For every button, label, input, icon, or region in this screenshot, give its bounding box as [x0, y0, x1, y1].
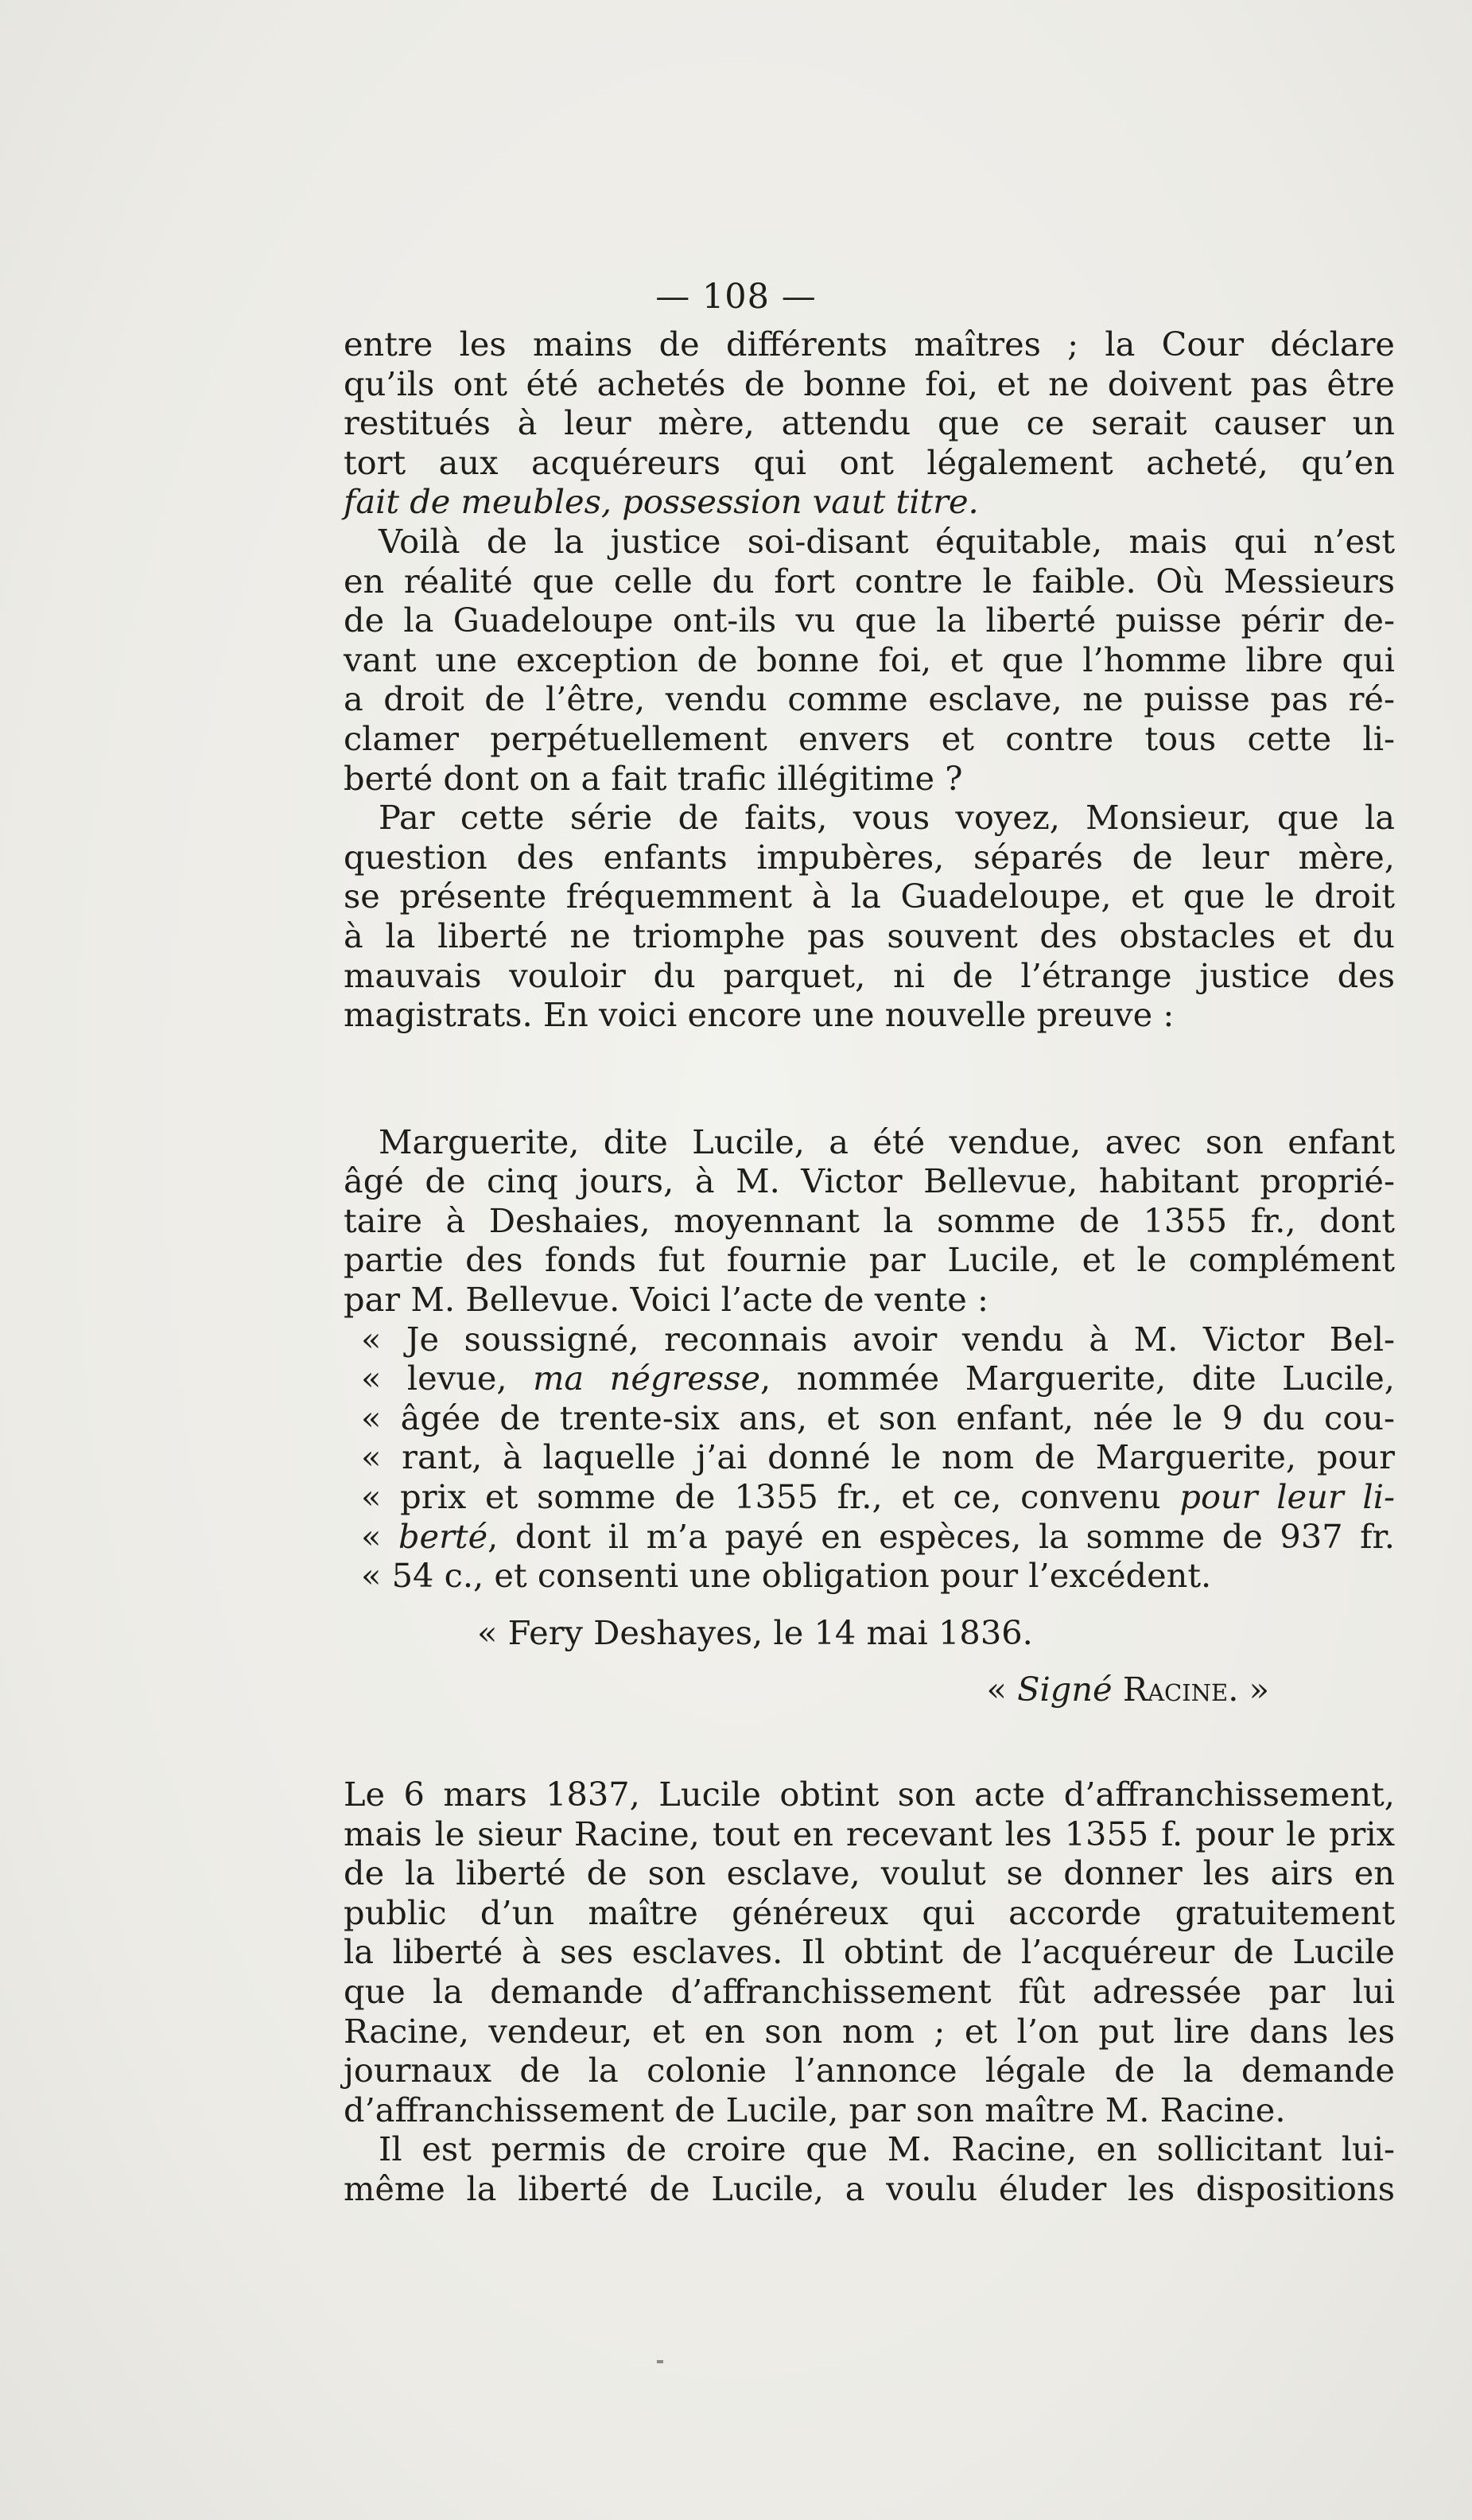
quote-line: « rant, à laquelle j’ai donné le nom de Marguerite, pour [361, 1437, 1395, 1477]
quote-line: « âgée de trente-six ans, et son enfant, née le 9 du cou- [361, 1398, 1395, 1437]
text-line: Racine, vendeur, et en son nom ; et l’on put lire dans les [344, 2011, 1395, 2051]
text-line: mais le sieur Racine, tout en recevant les 1355 f. pour le prix [344, 1814, 1395, 1853]
text-line: journaux de la colonie l’annonce légale de la demande [344, 2051, 1395, 2090]
text-line: par M. Bellevue. Voici l’acte de vente : [344, 1280, 988, 1320]
quote-line-italic: « prix et somme de 1355 fr., et ce, convenu pour leur li- [361, 1477, 1395, 1517]
text-line: partie des fonds fut fournie par Lucile, et le complément [344, 1240, 1395, 1280]
text-line: de la Guadeloupe ont-ils vu que la liberté puisse périr de- [344, 601, 1395, 640]
text-line: mauvais vouloir du parquet, ni de l’étrange justice des [344, 955, 1395, 995]
text-line: Marguerite, dite Lucile, a été vendue, avec son enfant [379, 1122, 1395, 1161]
text-line: âgé de cinq jours, à M. Victor Bellevue, habitant proprié- [344, 1161, 1395, 1201]
text-line: Le 6 mars 1837, Lucile obtint son acte d’affranchissement, [344, 1775, 1395, 1814]
text-line: tort aux acquéreurs qui ont légalement acheté, qu’en [344, 442, 1395, 482]
quote-line: « Je soussigné, reconnais avoir vendu à M. Victor Bel- [361, 1319, 1395, 1359]
text-line: même la liberté de Lucile, a voulu éluder les dispositions [344, 2168, 1395, 2208]
text-line: Il est permis de croire que M. Racine, en sollicitant lui- [379, 2129, 1395, 2169]
page-number: — 108 — [655, 277, 817, 317]
text-line: a droit de l’être, vendu comme esclave, ne puisse pas ré- [344, 679, 1395, 719]
text-line: la liberté à ses esclaves. Il obtint de l’acquéreur de Lucile [344, 1932, 1395, 1972]
text-line: qu’ils ont été achetés de bonne foi, et ne doivent pas être [344, 364, 1395, 403]
spacer [344, 1709, 1395, 1775]
text-line: berté dont on a fait trafic illégitime ? [344, 758, 963, 798]
text-line: que la demande d’affranchissement fût adressée par lui [344, 1971, 1395, 2011]
text-line: vant une exception de bonne foi, et que l’homme libre qui [344, 640, 1395, 679]
text-top [344, 325, 1395, 2209]
signature: « Signé Racine. » [986, 1670, 1269, 1709]
spacer [344, 1035, 1395, 1122]
text-line: de la liberté de son esclave, voulut se donner les airs en [344, 1853, 1395, 1893]
quoted-deed [344, 1320, 1395, 1596]
text-line: clamer perpétuellement envers et contre tous cette li- [344, 718, 1395, 758]
quote-line: « 54 c., et consenti une obligation pour l’excédent. [361, 1556, 1212, 1596]
text-line: entre les mains de différents maîtres ; la Cour déclare [344, 325, 1395, 364]
text-line: Voilà de la justice soi-disant équitable, mais qui n’est [379, 521, 1395, 561]
text-line: magistrats. En voici encore une nouvelle preuve : [344, 995, 1175, 1035]
text-line: à la liberté ne triomphe pas souvent des obstacles et du [344, 916, 1395, 955]
print-speck [657, 2360, 663, 2363]
text-line: d’affranchissement de Lucile, par son maître M. Racine. [344, 2090, 1286, 2129]
quote-line-italic: « berté, dont il m’a payé en espèces, la somme de 937 fr. [361, 1516, 1395, 1556]
quote-line-italic: « levue, ma négresse, nommée Marguerite, dite Lucile, [361, 1359, 1395, 1398]
text-line: en réalité que celle du fort contre le faible. Où Messieurs [344, 561, 1395, 601]
text-line: question des enfants impubères, séparés de leur mère, [344, 837, 1395, 877]
spacer [344, 1596, 1395, 1613]
text-line: public d’un maître généreux qui accorde gratuitement [344, 1892, 1395, 1932]
text-line: taire à Deshaies, moyennant la somme de 1355 fr., dont [344, 1200, 1395, 1240]
text-line: restitués à leur mère, attendu que ce serait causer un [344, 403, 1395, 443]
text-line: Par cette série de faits, vous voyez, Monsieur, que la [379, 798, 1395, 838]
text-line: se présente fréquemment à la Guadeloupe, et que le droit [344, 877, 1395, 916]
spacer [344, 1652, 1395, 1670]
signature-date: « Fery Deshayes, le 14 mai 1836. [477, 1612, 1033, 1652]
text-line-italic: fait de meubles, possession vaut titre. [344, 482, 979, 522]
